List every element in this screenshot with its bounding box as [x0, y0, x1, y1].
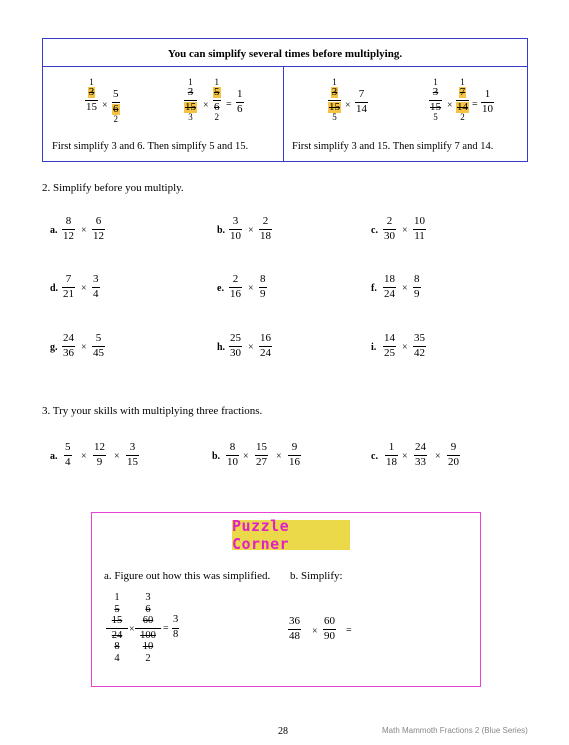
- problem-fraction-2: 8 9: [414, 273, 420, 300]
- times-sign: ×: [402, 451, 408, 462]
- times-sign: ×: [102, 100, 108, 111]
- ex2-fraction-3: 1 3 15 5: [430, 77, 441, 122]
- ex2-fraction-4: 1 7 14 2: [457, 77, 468, 122]
- ex2-result: 1 10: [482, 88, 493, 115]
- ex1-fraction-3: 1 3 15 3: [185, 77, 196, 122]
- problem-fraction-1: 7 21: [63, 273, 74, 300]
- problem-fraction-1: 8 10: [227, 441, 238, 468]
- ex2-fraction-2: 7 14: [356, 88, 367, 115]
- problem-fraction-2: 16 24: [260, 332, 271, 359]
- puzzle-corner-box: [91, 512, 481, 687]
- problem-fraction-2: 12 9: [94, 441, 105, 468]
- times-sign: ×: [248, 342, 254, 353]
- problem-fraction-3: 3 15: [127, 441, 138, 468]
- problem-label: e.: [217, 283, 224, 294]
- problem-fraction-1: 14 25: [384, 332, 395, 359]
- times-sign: ×: [312, 626, 318, 637]
- times-sign: ×: [114, 451, 120, 462]
- ex1-fraction-2: 5 6 2: [113, 88, 119, 124]
- puzzle-a-right-column: 3 6 60 100 10 2: [135, 592, 161, 664]
- problem-fraction-2: 8 9: [260, 273, 266, 300]
- problem-fraction-2: 6 12: [93, 215, 104, 242]
- puzzle-corner-title-banner: [232, 517, 350, 553]
- times-sign: ×: [447, 100, 453, 111]
- problem-fraction-2: 5 45: [93, 332, 104, 359]
- times-sign: ×: [81, 451, 87, 462]
- divider-horizontal: [43, 66, 527, 67]
- problem-fraction-2: 15 27: [256, 441, 267, 468]
- equals-sign: =: [472, 99, 478, 110]
- problem-label: i.: [371, 342, 377, 353]
- times-sign: ×: [203, 100, 209, 111]
- problem-label: f.: [371, 283, 377, 294]
- times-sign: ×: [402, 342, 408, 353]
- ex1-fraction-4: 1 5 6 2: [214, 77, 220, 122]
- puzzle-a-result: 3 8: [173, 614, 179, 640]
- problem-fraction-2: 10 11: [414, 215, 425, 242]
- problem-fraction-1: 25 30: [230, 332, 241, 359]
- problem-fraction-3: 9 20: [448, 441, 459, 468]
- problem-fraction-1: 2 30: [384, 215, 395, 242]
- problem-fraction-2: 24 33: [415, 441, 426, 468]
- times-sign: ×: [276, 451, 282, 462]
- problem-fraction-3: 9 16: [289, 441, 300, 468]
- times-sign: ×: [402, 225, 408, 236]
- problem-fraction-1: 5 4: [65, 441, 71, 468]
- example-box-title: You can simplify several times before multiplying.: [167, 48, 403, 60]
- problem-label: g.: [50, 342, 58, 353]
- times-sign: ×: [243, 451, 249, 462]
- times-sign: ×: [248, 283, 254, 294]
- problem-fraction-1: 24 36: [63, 332, 74, 359]
- problem-label: a.: [50, 225, 58, 236]
- ex2-fraction-1: 1 3 15 5: [329, 77, 340, 122]
- problem-label: c.: [371, 225, 378, 236]
- equals-sign: =: [226, 99, 232, 110]
- times-sign: ×: [345, 100, 351, 111]
- puzzle-b-fraction-2: 60 90: [324, 615, 335, 642]
- ex1-result: 1 6: [237, 88, 243, 115]
- problem-fraction-2: 35 42: [414, 332, 425, 359]
- page-number: 28: [278, 726, 288, 737]
- times-sign: ×: [435, 451, 441, 462]
- puzzle-part-a-label: a. Figure out how this was simplified.: [104, 570, 271, 582]
- problem-fraction-1: 18 24: [384, 273, 395, 300]
- example-box: [42, 38, 528, 162]
- ex1-fraction-1: 1 3 15: [86, 77, 97, 113]
- problem-label: d.: [50, 283, 59, 294]
- problem-fraction-1: 1 18: [386, 441, 397, 468]
- problem-fraction-1: 2 16: [230, 273, 241, 300]
- example1-caption: First simplify 3 and 6. Then simplify 5 and 15.: [52, 141, 249, 152]
- divider-vertical: [283, 66, 284, 161]
- problem-label: b.: [217, 225, 226, 236]
- problem-label: h.: [217, 342, 226, 353]
- times-sign: ×: [81, 283, 87, 294]
- problem-label: b.: [212, 451, 221, 462]
- equals-sign: =: [163, 623, 169, 634]
- puzzle-a-left-column: 1 5 15 24 8 4: [106, 592, 128, 664]
- problem-fraction-2: 3 4: [93, 273, 99, 300]
- section3-heading: 3. Try your skills with multiplying three fractions.: [42, 405, 263, 417]
- problem-fraction-1: 3 10: [230, 215, 241, 242]
- problem-fraction-2: 2 18: [260, 215, 271, 242]
- problem-label: c.: [371, 451, 378, 462]
- times-sign: ×: [81, 342, 87, 353]
- times-sign: ×: [81, 225, 87, 236]
- problem-fraction-1: 8 12: [63, 215, 74, 242]
- times-sign: ×: [248, 225, 254, 236]
- problem-label: a.: [50, 451, 58, 462]
- book-title: Math Mammoth Fractions 2 (Blue Series): [382, 726, 528, 735]
- times-sign: ×: [402, 283, 408, 294]
- puzzle-corner-title: Puzzle Corner: [232, 517, 290, 553]
- puzzle-b-fraction-1: 36 48: [289, 615, 300, 642]
- times-sign: ×: [129, 624, 135, 635]
- example2-caption: First simplify 3 and 15. Then simplify 7 and 14.: [292, 141, 494, 152]
- equals-sign: =: [346, 625, 352, 636]
- puzzle-part-b-label: b. Simplify:: [290, 570, 343, 582]
- section2-heading: 2. Simplify before you multiply.: [42, 182, 184, 194]
